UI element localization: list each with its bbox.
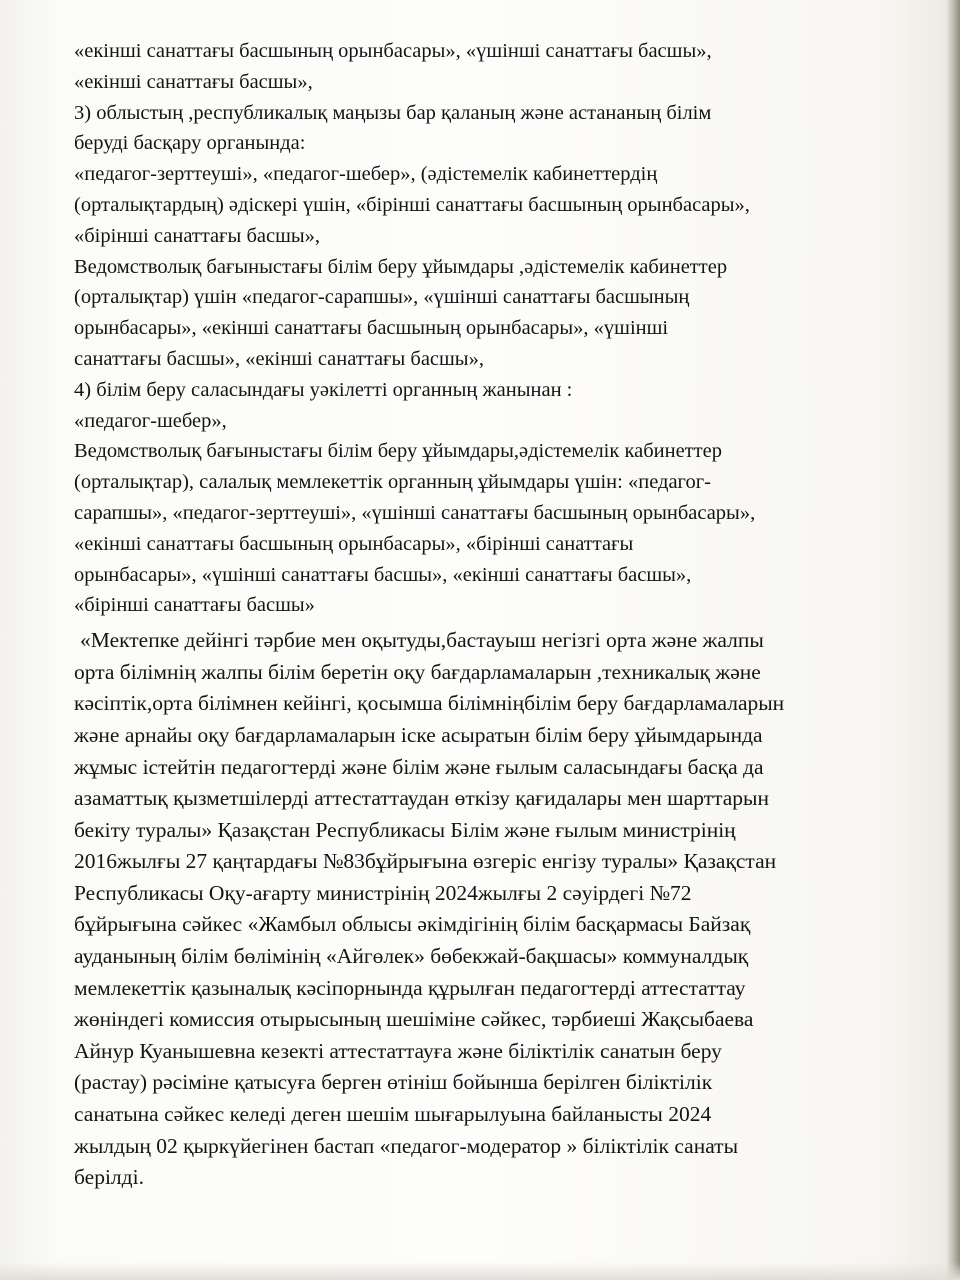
text-line: 2016жылғы 27 қаңтардағы №83бұйрығына өзгеріс енгізу туралы» Қазақстан	[74, 849, 777, 874]
text-line: жөніндегі комиссия отырысының шешіміне сәйкес, тәрбиеші Жақсыбаева	[74, 1007, 754, 1032]
section-decision-paragraph	[74, 625, 894, 1194]
text-line: орта білімнің жалпы білім беретін оқу бағдарламаларын ,техникалық және	[74, 659, 761, 684]
section-categories-list	[74, 36, 894, 621]
text-line: орынбасары», «үшінші санаттағы басшы», «екінші санаттағы басшы»,	[74, 563, 692, 586]
text-line: «педагог-шебер»,	[74, 409, 227, 432]
text-line: кәсіптік,орта білімнен кейінгі, қосымша білімніңбілім беру бағдарламаларын	[74, 691, 785, 716]
text-line: «екінші санаттағы басшы»,	[74, 70, 313, 93]
text-line: санатына сәйкес келеді деген шешім шығарылуына байланысты 2024	[74, 1102, 712, 1127]
text-line: беруді басқару органында:	[74, 132, 306, 155]
text-line: Ведомстволық бағыныстағы білім беру ұйымдары ,әдістемелік кабинеттер	[74, 255, 728, 278]
text-line: санаттағы басшы», «екінші санаттағы басшы»,	[74, 347, 484, 370]
text-line: Республикасы Оқу-ағарту министрінің 2024жылғы 2 сәуірдегі №72	[74, 880, 692, 905]
text-line: 4) білім беру саласындағы уәкілетті органның жанынан :	[74, 378, 573, 401]
text-line: сарапшы», «педагог-зерттеуші», «үшінші санаттағы басшының орынбасары»,	[74, 501, 756, 524]
text-line: бекіту туралы» Қазақстан Республикасы Білім және ғылым министрінің	[74, 817, 736, 842]
text-line: «екінші санаттағы басшының орынбасары», «бірінші санаттағы	[74, 532, 634, 555]
text-line: (растау) рәсіміне қатысуға берген өтініш бойынша берілген біліктілік	[74, 1070, 713, 1095]
text-line: 3) облыстың ,республикалық маңызы бар қаланың және астананың білім	[74, 101, 712, 124]
text-line: Айнур Куанышевна кезекті аттестаттауға және біліктілік санатын беру	[74, 1038, 722, 1063]
text-line: (орталықтар) үшін «педагог-сарапшы», «үшінші санаттағы басшының	[74, 286, 690, 309]
text-line: (орталықтардың) әдіскері үшін, «бірінші санаттағы басшының орынбасары»,	[74, 193, 750, 216]
text-line: азаматтық қызметшілерді аттестаттаудан өткізу қағидалары мен шарттарын	[74, 786, 770, 811]
text-line: Ведомстволық бағыныстағы білім беру ұйымдары,әдістемелік кабинеттер	[74, 440, 722, 463]
text-line: «екінші санаттағы басшының орынбасары», «үшінші санаттағы басшы»,	[74, 40, 712, 62]
text-line: жылдың 02 қыркүйегінен бастап «педагог-модератор » біліктілік санаты	[74, 1133, 739, 1158]
text-line: берілді.	[74, 1165, 144, 1190]
text-line: жұмыс істейтін педагогтерді және білім және ғылым саласындағы басқа да	[74, 754, 764, 779]
page-edge-shadow	[946, 0, 960, 1280]
text-line: орынбасары», «екінші санаттағы басшының орынбасары», «үшінші	[74, 317, 669, 340]
text-line: ауданының білім бөлімінің «Айгөлек» бөбекжай-бақшасы» коммуналдық	[74, 944, 749, 969]
document-text	[74, 36, 894, 1194]
text-line: бұйрығына сәйкес «Жамбыл облысы әкімдігінің білім басқармасы Байзақ	[74, 912, 751, 937]
text-line: «Мектепке дейінгі тәрбие мен оқытуды,бастауыш негізгі орта және жалпы	[80, 628, 764, 653]
text-line: «бірінші санаттағы басшы»	[74, 594, 315, 617]
text-line: және арнайы оқу бағдарламаларын іске асыратын білім беру ұйымдарында	[74, 722, 763, 747]
text-line: «бірінші санаттағы басшы»,	[74, 224, 321, 247]
text-line: мемлекеттік қазыналық кәсіпорнында құрылған педагогтерді аттестаттау	[74, 975, 746, 1000]
text-line: (орталықтар), салалық мемлекеттік органның ұйымдары үшін: «педагог-	[74, 471, 711, 494]
page-bottom-shade	[0, 1262, 960, 1280]
text-line: «педагог-зерттеуші», «педагог-шебер», (әдістемелік кабинеттердің	[74, 163, 658, 186]
